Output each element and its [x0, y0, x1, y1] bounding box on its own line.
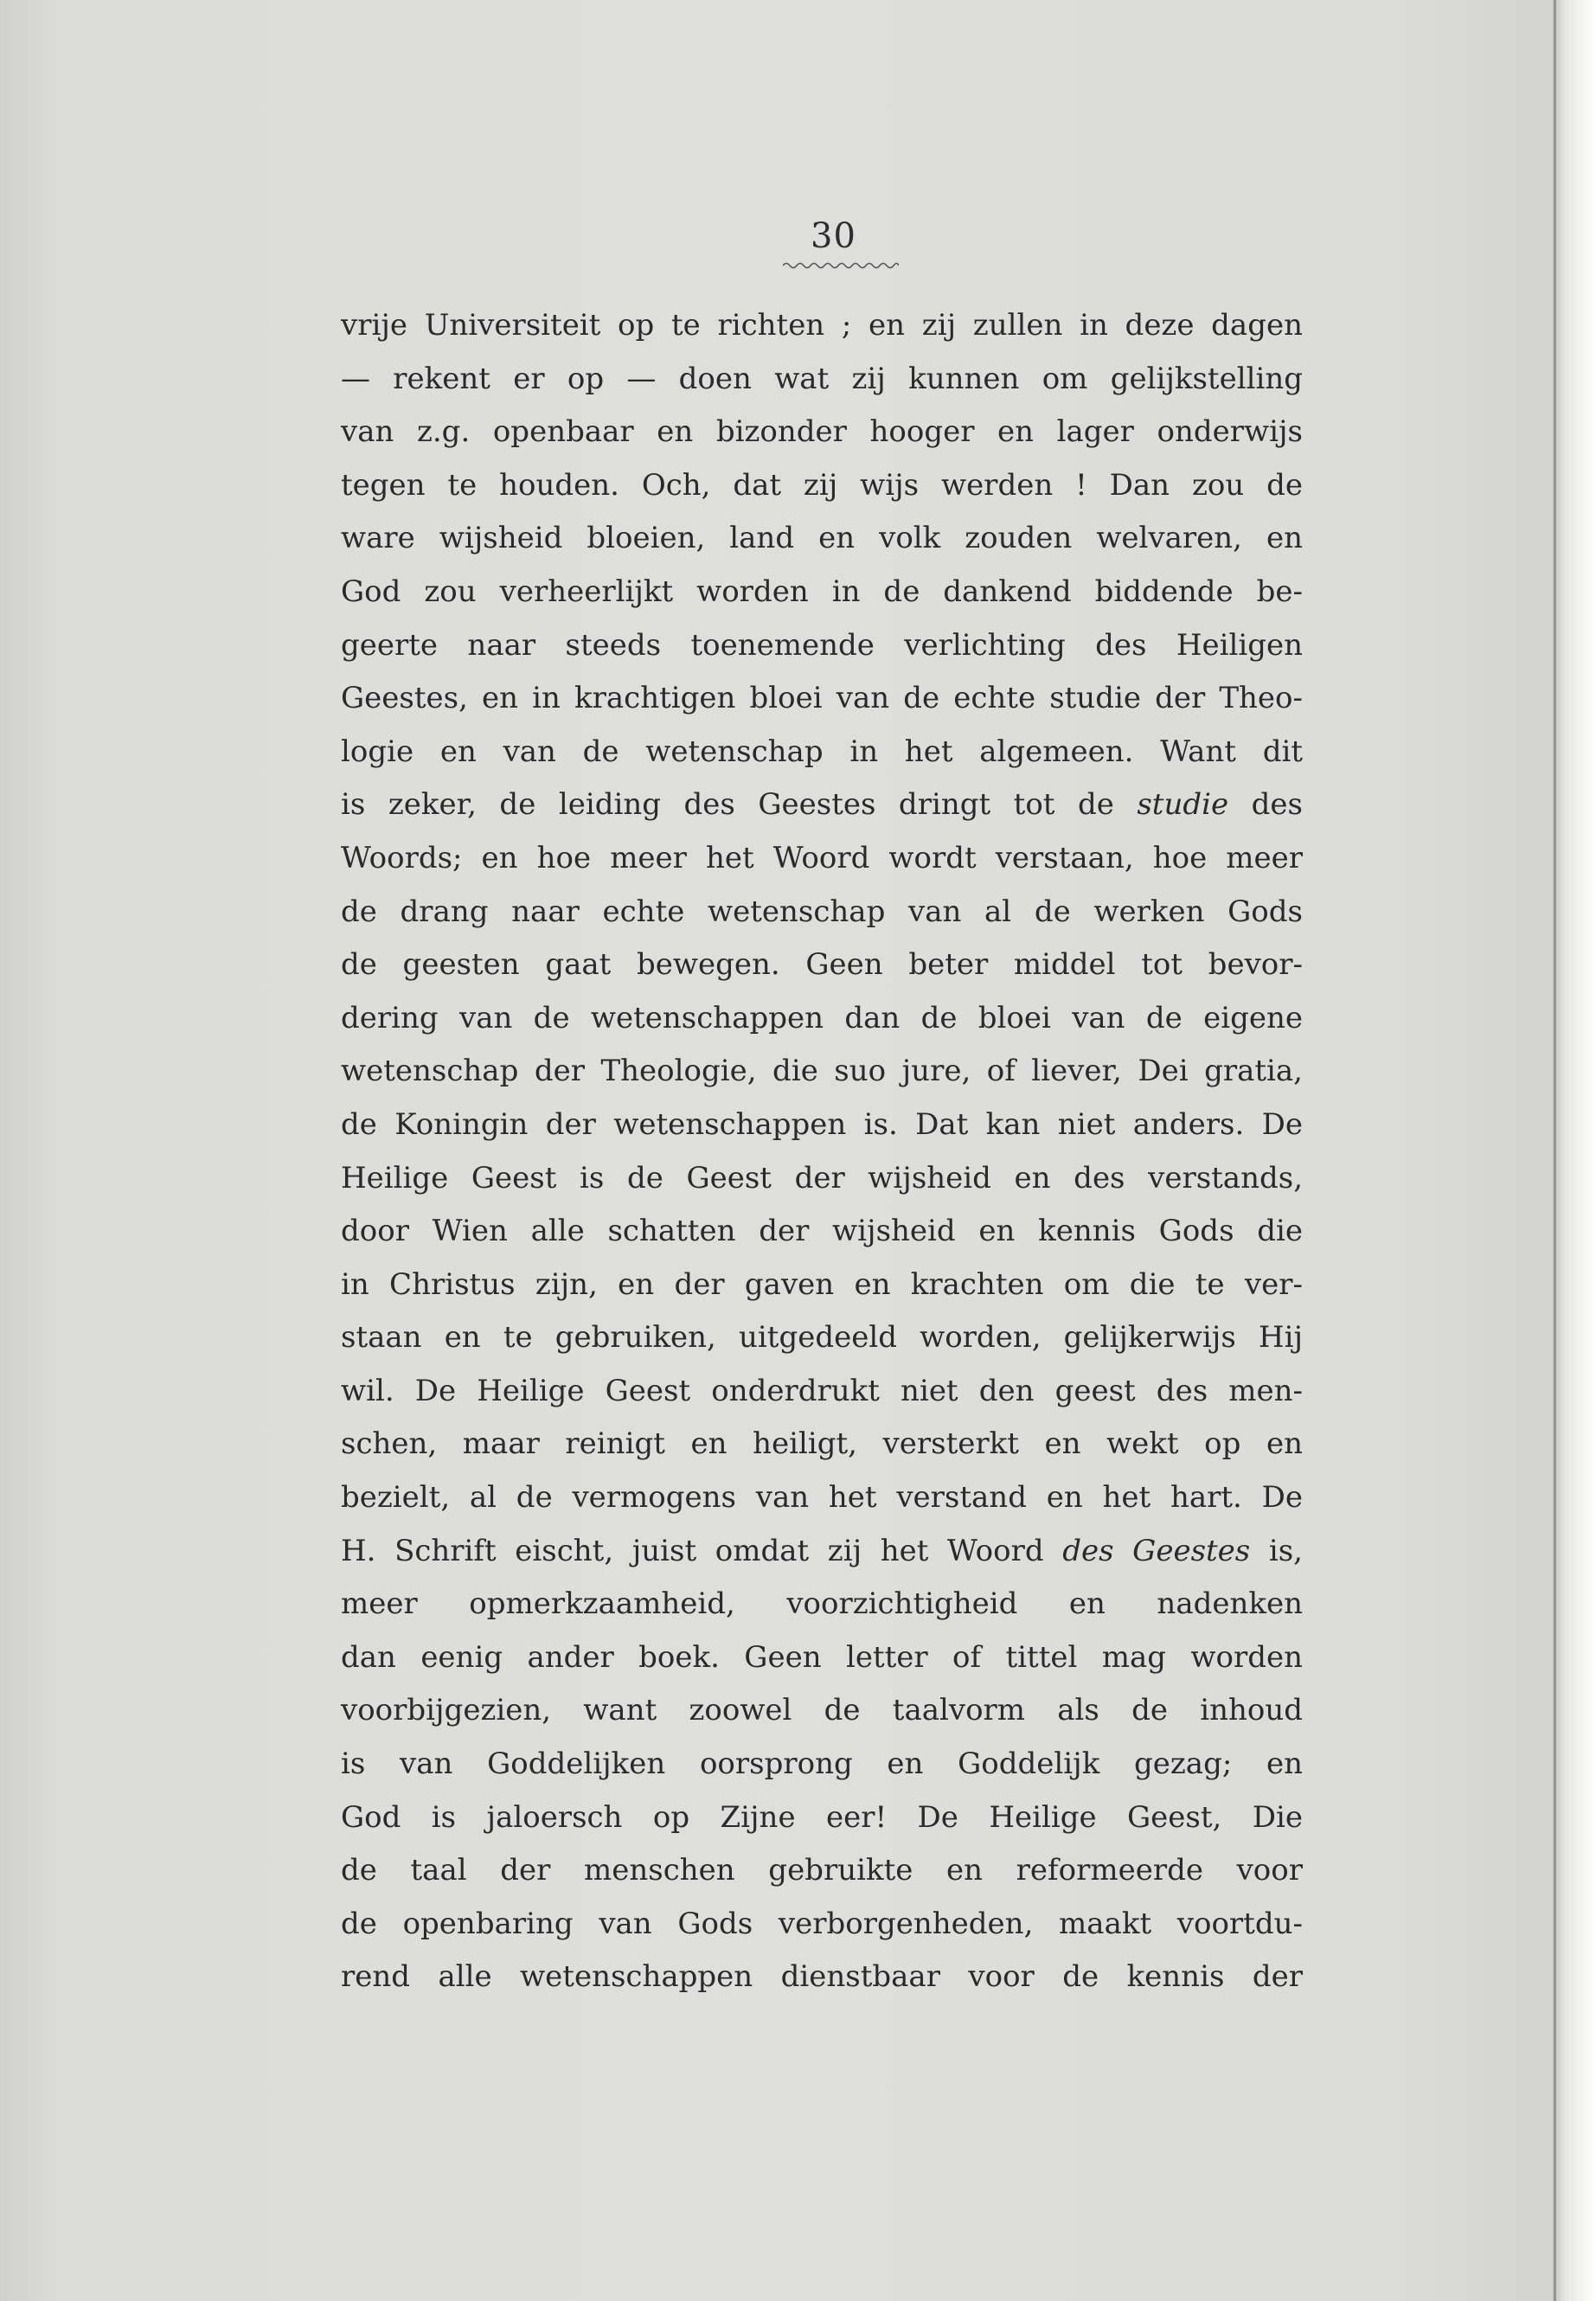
text-line: de taal der menschen gebruikte en reformeerde voor	[341, 1853, 1303, 1888]
text-line: Heilige Geest is de Geest der wijsheid en des verstands,	[341, 1160, 1303, 1195]
text-line: dering van de wetenschappen dan de bloei van de eigene	[341, 1000, 1303, 1035]
text-line: vrije Universiteit op te richten ; en zij zullen in deze dagen	[341, 308, 1303, 343]
text-line: in Christus zijn, en der gaven en krachten om die te ver-	[341, 1266, 1303, 1302]
text-line: — rekent er op — doen wat zij kunnen om gelijkstelling	[341, 361, 1303, 396]
text-line: is van Goddelijken oorsprong en Goddelijk gezag; en	[341, 1747, 1303, 1782]
text-segment: is zeker, de leiding des Geestes dringt tot de	[341, 787, 1138, 823]
text-line: ware wijsheid bloeien, land en volk zouden welvaren, en	[341, 521, 1303, 556]
text-line: de geesten gaat bewegen. Geen beter middel tot bevor-	[341, 947, 1303, 983]
text-segment: des	[1228, 787, 1303, 823]
text-line: Geestes, en in krachtigen bloei van de echte studie der Theo-	[341, 681, 1303, 716]
text-line: God is jaloersch op Zijne eer! De Heilige Geest, Die	[341, 1799, 1303, 1835]
text-line: voorbijgezien, want zoowel de taalvorm als de inhoud	[341, 1693, 1303, 1728]
page-edge	[1553, 0, 1596, 2301]
text-line: tegen te houden. Och, dat zij wijs werden ! Dan zou de	[341, 467, 1303, 503]
page-number: 30	[811, 216, 856, 256]
text-line-with-italic	[341, 1525, 1303, 1579]
text-line: logie en van de wetenschap in het algemeen. Want dit	[341, 734, 1303, 769]
text-segment: is,	[1250, 1533, 1303, 1568]
text-line: meer opmerkzaamheid, voorzichtigheid en nadenken	[341, 1586, 1303, 1622]
page-binding-edge	[1554, 0, 1556, 2301]
text-line: rend alle wetenschappen dienstbaar voor de kennis der	[341, 1959, 1303, 1995]
text-line: van z.g. openbaar en bizonder hooger en lager onderwijs	[341, 414, 1303, 450]
body-text	[341, 299, 1303, 2004]
text-line: de Koningin der wetenschappen is. Dat kan niet anders. De	[341, 1106, 1303, 1142]
text-line: wetenschap der Theologie, die suo jure, of liever, Dei gratia,	[341, 1054, 1303, 1089]
text-segment: H. Schrift eischt, juist omdat zij het Woord	[341, 1533, 1063, 1568]
text-line: geerte naar steeds toenemende verlichting des Heiligen	[341, 627, 1303, 663]
text-line: dan eenig ander boek. Geen letter of tittel mag worden	[341, 1639, 1303, 1675]
italic-phrase: des Geestes	[1062, 1533, 1251, 1568]
text-line: staan en te gebruiken, uitgedeeld worden, gelijkerwijs Hij	[341, 1320, 1303, 1356]
text-line: de drang naar echte wetenschap van al de werken Gods	[341, 894, 1303, 929]
italic-word: studie	[1137, 787, 1229, 823]
text-line: wil. De Heilige Geest onderdrukt niet den geest des men-	[341, 1373, 1303, 1408]
text-line: Woords; en hoe meer het Woord wordt verstaan, hoe meer	[341, 840, 1303, 875]
text-line-with-italic	[341, 779, 1303, 832]
text-line: de openbaring van Gods verborgenheden, maakt voortdu-	[341, 1906, 1303, 1941]
text-line: door Wien alle schatten der wijsheid en kennis Gods die	[341, 1214, 1303, 1249]
text-line: bezielt, al de vermogens van het verstand en het hart. De	[341, 1480, 1303, 1516]
text-line: schen, maar reinigt en heiligt, versterkt en wekt op en	[341, 1426, 1303, 1462]
text-line: God zou verheerlijkt worden in de dankend biddende be-	[341, 574, 1303, 609]
wavy-rule-ornament	[783, 260, 899, 272]
